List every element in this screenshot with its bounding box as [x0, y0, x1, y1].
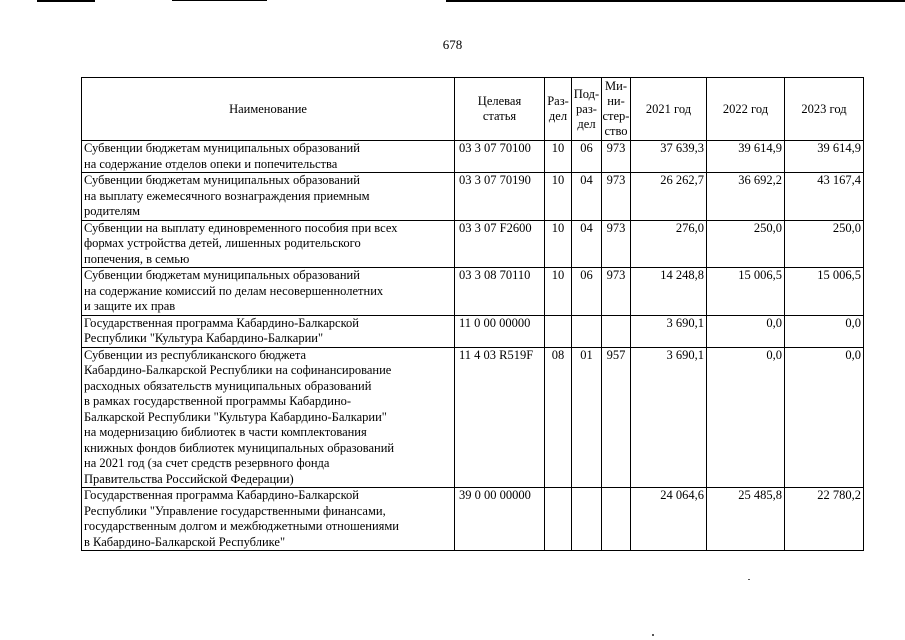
row-code: 03 3 08 70110 — [455, 268, 545, 316]
budget-table — [81, 77, 864, 551]
scan-edge-line-right — [446, 0, 905, 2]
row-2022: 36 692,2 — [707, 173, 785, 221]
row-ministry — [602, 488, 631, 551]
row-code: 11 4 03 R519F — [455, 347, 545, 488]
row-ministry: 973 — [602, 173, 631, 221]
row-2022: 25 485,8 — [707, 488, 785, 551]
row-2023: 22 780,2 — [785, 488, 864, 551]
row-name: Субвенции бюджетам муниципальных образований на выплату ежемесячного вознаграждения приемным родителям — [82, 173, 455, 221]
row-2023: 0,0 — [785, 347, 864, 488]
row-name: Субвенции из республиканского бюджета Кабардино-Балкарской Республики на софинансирование расходных обязательств муниципальных образований в рамках государственной программы Кабардино- Балкарской Республики "Культура Кабардино-Балкарии" на модернизацию библиотек в части комплектования книжных фондов библиотек муниципальных образований на 2021 год (за счет средств резервного фонда Правительства Российской Федерации) — [82, 347, 455, 488]
row-code: 39 0 00 00000 — [455, 488, 545, 551]
row-section — [545, 488, 572, 551]
header-subsection: Под- раз- дел — [572, 78, 602, 141]
row-2022: 0,0 — [707, 315, 785, 347]
row-ministry: 973 — [602, 220, 631, 268]
row-2021: 3 690,1 — [631, 347, 707, 488]
row-ministry — [602, 315, 631, 347]
scan-edge-line-left — [37, 0, 95, 2]
row-2021: 24 064,6 — [631, 488, 707, 551]
row-2023: 39 614,9 — [785, 141, 864, 173]
row-2023: 43 167,4 — [785, 173, 864, 221]
row-subsection: 01 — [572, 347, 602, 488]
row-name: Субвенции бюджетам муниципальных образований на содержание комиссий по делам несовершеннолетних и защите их прав — [82, 268, 455, 316]
row-subsection: 06 — [572, 268, 602, 316]
row-2022: 15 006,5 — [707, 268, 785, 316]
row-code: 03 3 07 F2600 — [455, 220, 545, 268]
row-name: Субвенции на выплату единовременного пособия при всех формах устройства детей, лишенных родительского попечения, в семью — [82, 220, 455, 268]
row-2022: 250,0 — [707, 220, 785, 268]
row-2022: 39 614,9 — [707, 141, 785, 173]
row-code: 03 3 07 70190 — [455, 173, 545, 221]
row-2021: 3 690,1 — [631, 315, 707, 347]
header-ministry: Ми- ни- стер- ство — [602, 78, 631, 141]
row-2021: 37 639,3 — [631, 141, 707, 173]
header-2023: 2023 год — [785, 78, 864, 141]
table-row — [82, 141, 864, 173]
row-ministry: 957 — [602, 347, 631, 488]
table-row — [82, 173, 864, 221]
row-name: Субвенции бюджетам муниципальных образований на содержание отделов опеки и попечительства — [82, 141, 455, 173]
table-row — [82, 488, 864, 551]
row-2023: 15 006,5 — [785, 268, 864, 316]
table-header-row — [82, 78, 864, 141]
row-section: 10 — [545, 141, 572, 173]
header-code: Целевая статья — [455, 78, 545, 141]
row-2022: 0,0 — [707, 347, 785, 488]
header-name: Наименование — [82, 78, 455, 141]
scan-edge-line-middle — [172, 0, 267, 1]
row-subsection — [572, 315, 602, 347]
header-2022: 2022 год — [707, 78, 785, 141]
row-2021: 14 248,8 — [631, 268, 707, 316]
row-name: Государственная программа Кабардино-Балкарской Республики "Управление государственными финансами, государственным долгом и межбюджетными отношениями в Кабардино-Балкарской Республике" — [82, 488, 455, 551]
scan-speck — [652, 634, 654, 636]
row-2023: 0,0 — [785, 315, 864, 347]
row-code: 11 0 00 00000 — [455, 315, 545, 347]
row-section: 10 — [545, 173, 572, 221]
row-subsection — [572, 488, 602, 551]
scan-speck — [748, 579, 750, 580]
row-ministry: 973 — [602, 268, 631, 316]
row-section: 10 — [545, 268, 572, 316]
table-row — [82, 315, 864, 347]
header-2021: 2021 год — [631, 78, 707, 141]
row-ministry: 973 — [602, 141, 631, 173]
page-number: 678 — [442, 37, 463, 52]
table-row — [82, 220, 864, 268]
row-subsection: 06 — [572, 141, 602, 173]
row-name: Государственная программа Кабардино-Балкарской Республики "Культура Кабардино-Балкарии" — [82, 315, 455, 347]
row-2021: 276,0 — [631, 220, 707, 268]
row-section — [545, 315, 572, 347]
table-row — [82, 347, 864, 488]
row-subsection: 04 — [572, 173, 602, 221]
row-2023: 250,0 — [785, 220, 864, 268]
row-section: 10 — [545, 220, 572, 268]
header-section: Раз- дел — [545, 78, 572, 141]
row-2021: 26 262,7 — [631, 173, 707, 221]
row-code: 03 3 07 70100 — [455, 141, 545, 173]
row-subsection: 04 — [572, 220, 602, 268]
table-row — [82, 268, 864, 316]
row-section: 08 — [545, 347, 572, 488]
